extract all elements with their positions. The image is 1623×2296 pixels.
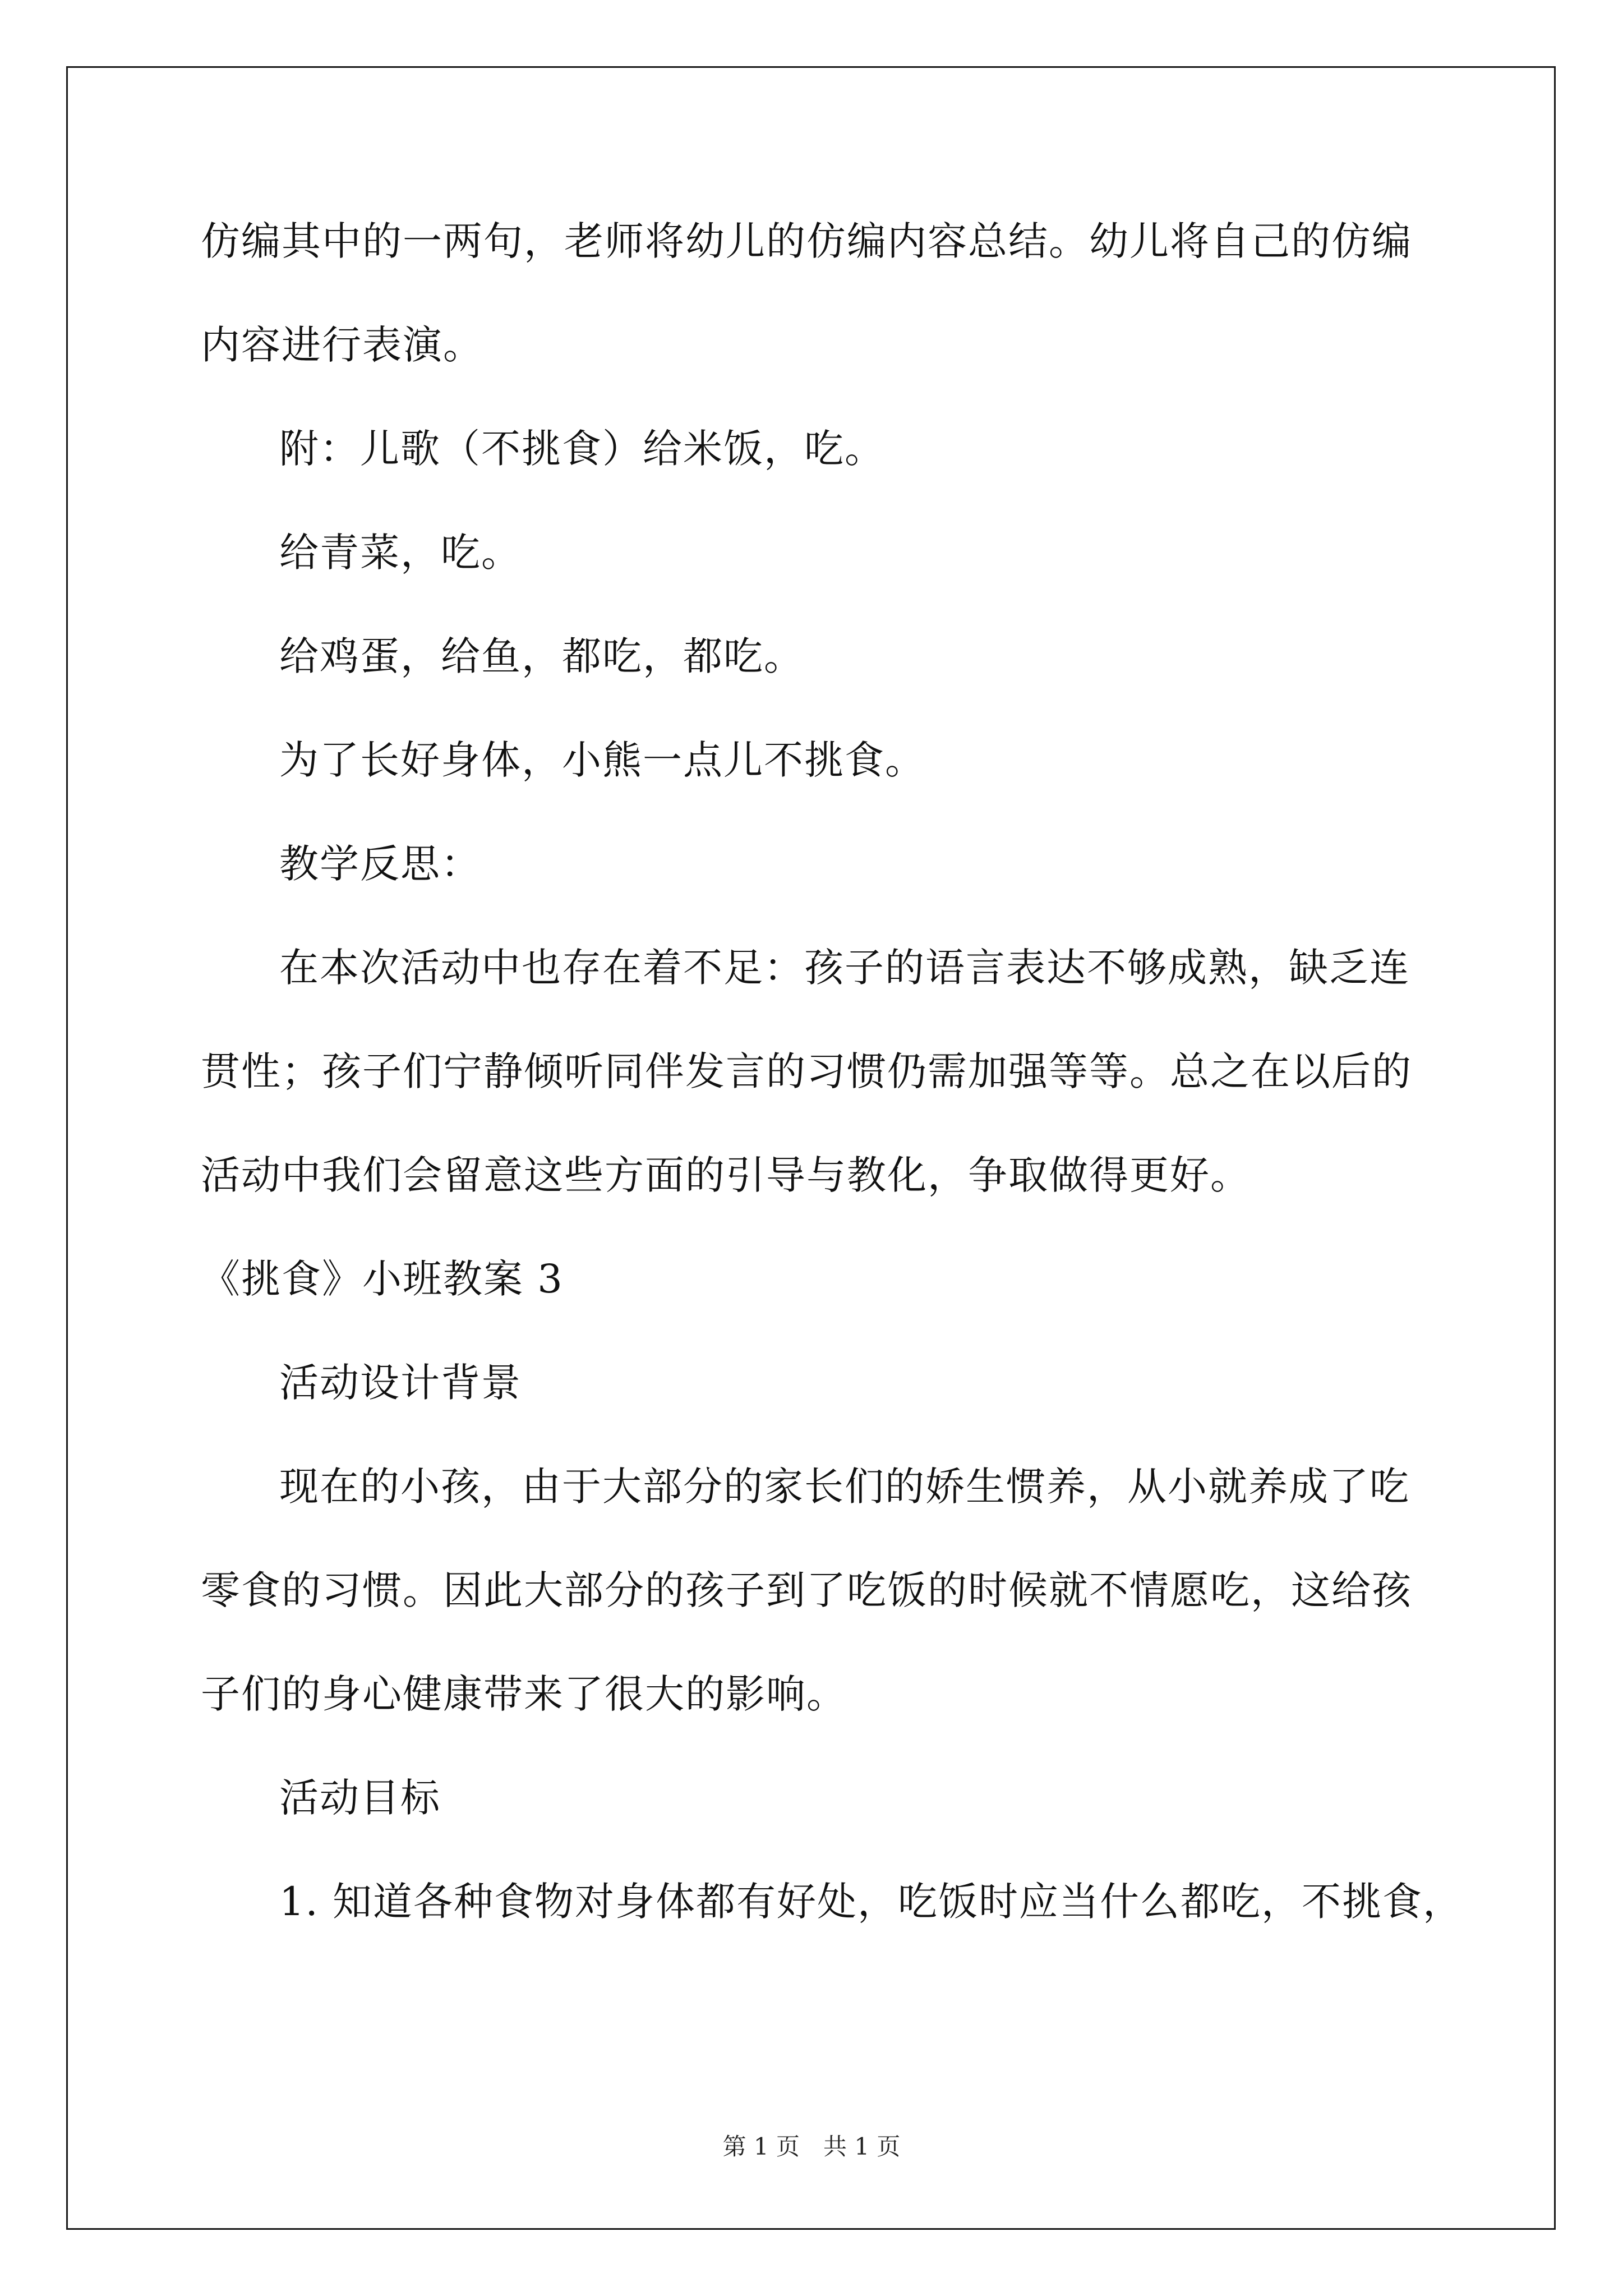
paragraph-line: 给青菜，吃。 [279,530,522,576]
paragraph-line: 内容进行表演。 [201,322,483,368]
paragraph-line: 为了长好身体，小熊一点儿不挑食。 [279,737,925,783]
document-title: 《挑食》小班教案 3 [201,1256,564,1302]
section-heading: 活动设计背景 [279,1360,522,1406]
list-item: 1. 知道各种食物对身体都有好处，吃饭时应当什么都吃，不挑食， [279,1879,1464,1925]
section-heading: 教学反思： [279,841,481,887]
paragraph-line: 附：儿歌（不挑食）给米饭，吃。 [279,426,885,472]
section-heading: 活动目标 [279,1775,441,1821]
paragraph-line: 子们的身心健康带来了很大的影响。 [201,1671,847,1717]
paragraph-line: 活动中我们会留意这些方面的引导与教化，争取做得更好。 [201,1152,1251,1198]
paragraph-line: 现在的小孩，由于大部分的家长们的娇生惯养，从小就养成了吃 [279,1464,1410,1510]
page-footer: 第 1 页 共 1 页 [722,2133,901,2160]
paragraph-line: 零食的习惯。因此大部分的孩子到了吃饭的时候就不情愿吃，这给孩 [201,1567,1412,1613]
paragraph-line: 在本次活动中也存在着不足：孩子的语言表达不够成熟，缺乏连 [279,945,1410,991]
paragraph-line: 给鸡蛋，给鱼，都吃，都吃。 [279,633,804,679]
paragraph-line: 仿编其中的一两句，老师将幼儿的仿编内容总结。幼儿将自己的仿编 [201,218,1412,264]
paragraph-line: 贯性；孩子们宁静倾听同伴发言的习惯仍需加强等等。总之在以后的 [201,1048,1412,1094]
